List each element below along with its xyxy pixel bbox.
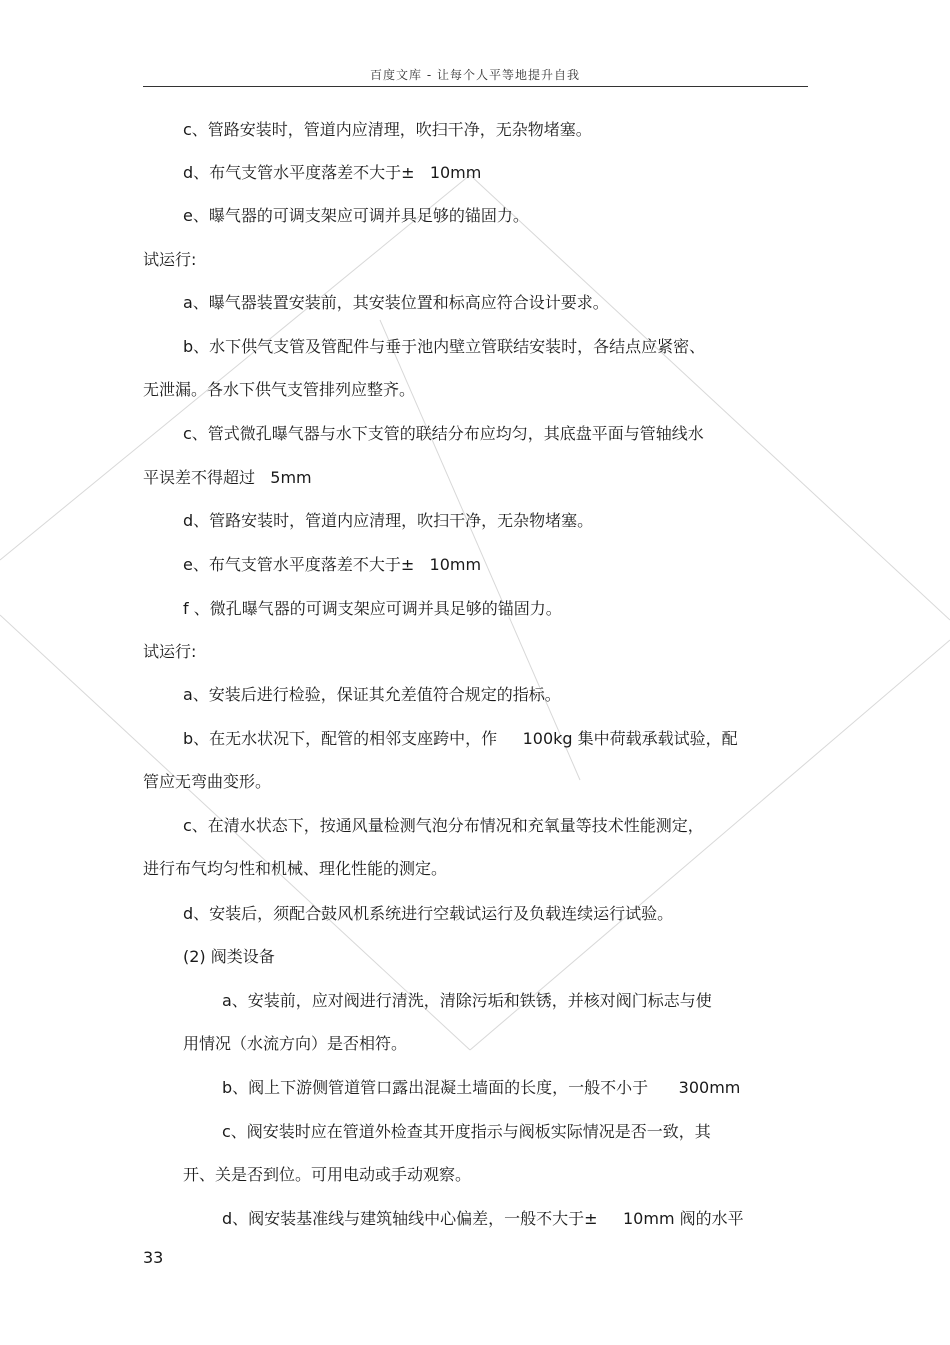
text-line: 进行布气均匀性和机械、理化性能的测定。 [143, 859, 448, 878]
text-line: c、管路安装时，管道内应清理，吹扫干净，无杂物堵塞。 [183, 120, 592, 139]
text-line: e、布气支管水平度落差不大于± 10mm [183, 555, 482, 574]
text-line: a、安装后进行检验，保证其允差值符合规定的指标。 [183, 685, 561, 704]
text-line: d、安装后，须配合鼓风机系统进行空载试运行及负载连续运行试验。 [183, 904, 674, 923]
text-line: 无泄漏。各水下供气支管排列应整齐。 [143, 380, 416, 399]
page-number: 33 [143, 1248, 164, 1267]
page-header: 百度文库 - 让每个人平等地提升自我 [370, 68, 580, 82]
section-label: 试运行: [143, 250, 197, 269]
header-divider [143, 86, 808, 87]
section-heading: (2) 阀类设备 [183, 947, 275, 966]
text-line: 平误差不得超过 5mm [143, 468, 312, 487]
text-line: a、曝气器装置安装前，其安装位置和标高应符合设计要求。 [183, 293, 609, 312]
text-line: d、管路安装时，管道内应清理，吹扫干净，无杂物堵塞。 [183, 511, 594, 530]
text-line: d、布气支管水平度落差不大于± 10mm [183, 163, 482, 182]
text-line: d、阀安装基准线与建筑轴线中心偏差，一般不大于± 10mm 阀的水平 [222, 1209, 744, 1228]
text-line: 用情况（水流方向）是否相符。 [183, 1034, 408, 1053]
text-line: c、管式微孔曝气器与水下支管的联结分布应均匀，其底盘平面与管轴线水 [183, 424, 704, 443]
text-line: e、曝气器的可调支架应可调并具足够的锚固力。 [183, 206, 529, 225]
section-label: 试运行: [143, 642, 197, 661]
text-line: b、阀上下游侧管道管口露出混凝土墙面的长度，一般不小于 300mm [222, 1078, 741, 1097]
text-line: b、在无水状况下，配管的相邻支座跨中，作 100kg 集中荷载承载试验，配 [183, 729, 738, 748]
text-line: a、安装前，应对阀进行清洗，清除污垢和铁锈，并核对阀门标志与使 [222, 991, 712, 1010]
text-line: b、水下供气支管及管配件与垂于池内壁立管联结安装时，各结点应紧密、 [183, 337, 706, 356]
text-line: c、在清水状态下，按通风量检测气泡分布情况和充氧量等技术性能测定， [183, 816, 704, 835]
text-line: c、阀安装时应在管道外检查其开度指示与阀板实际情况是否一致，其 [222, 1122, 711, 1141]
text-line: 管应无弯曲变形。 [143, 772, 272, 791]
text-line: f 、微孔曝气器的可调支架应可调并具足够的锚固力。 [183, 599, 562, 618]
text-line: 开、关是否到位。可用电动或手动观察。 [183, 1165, 472, 1184]
